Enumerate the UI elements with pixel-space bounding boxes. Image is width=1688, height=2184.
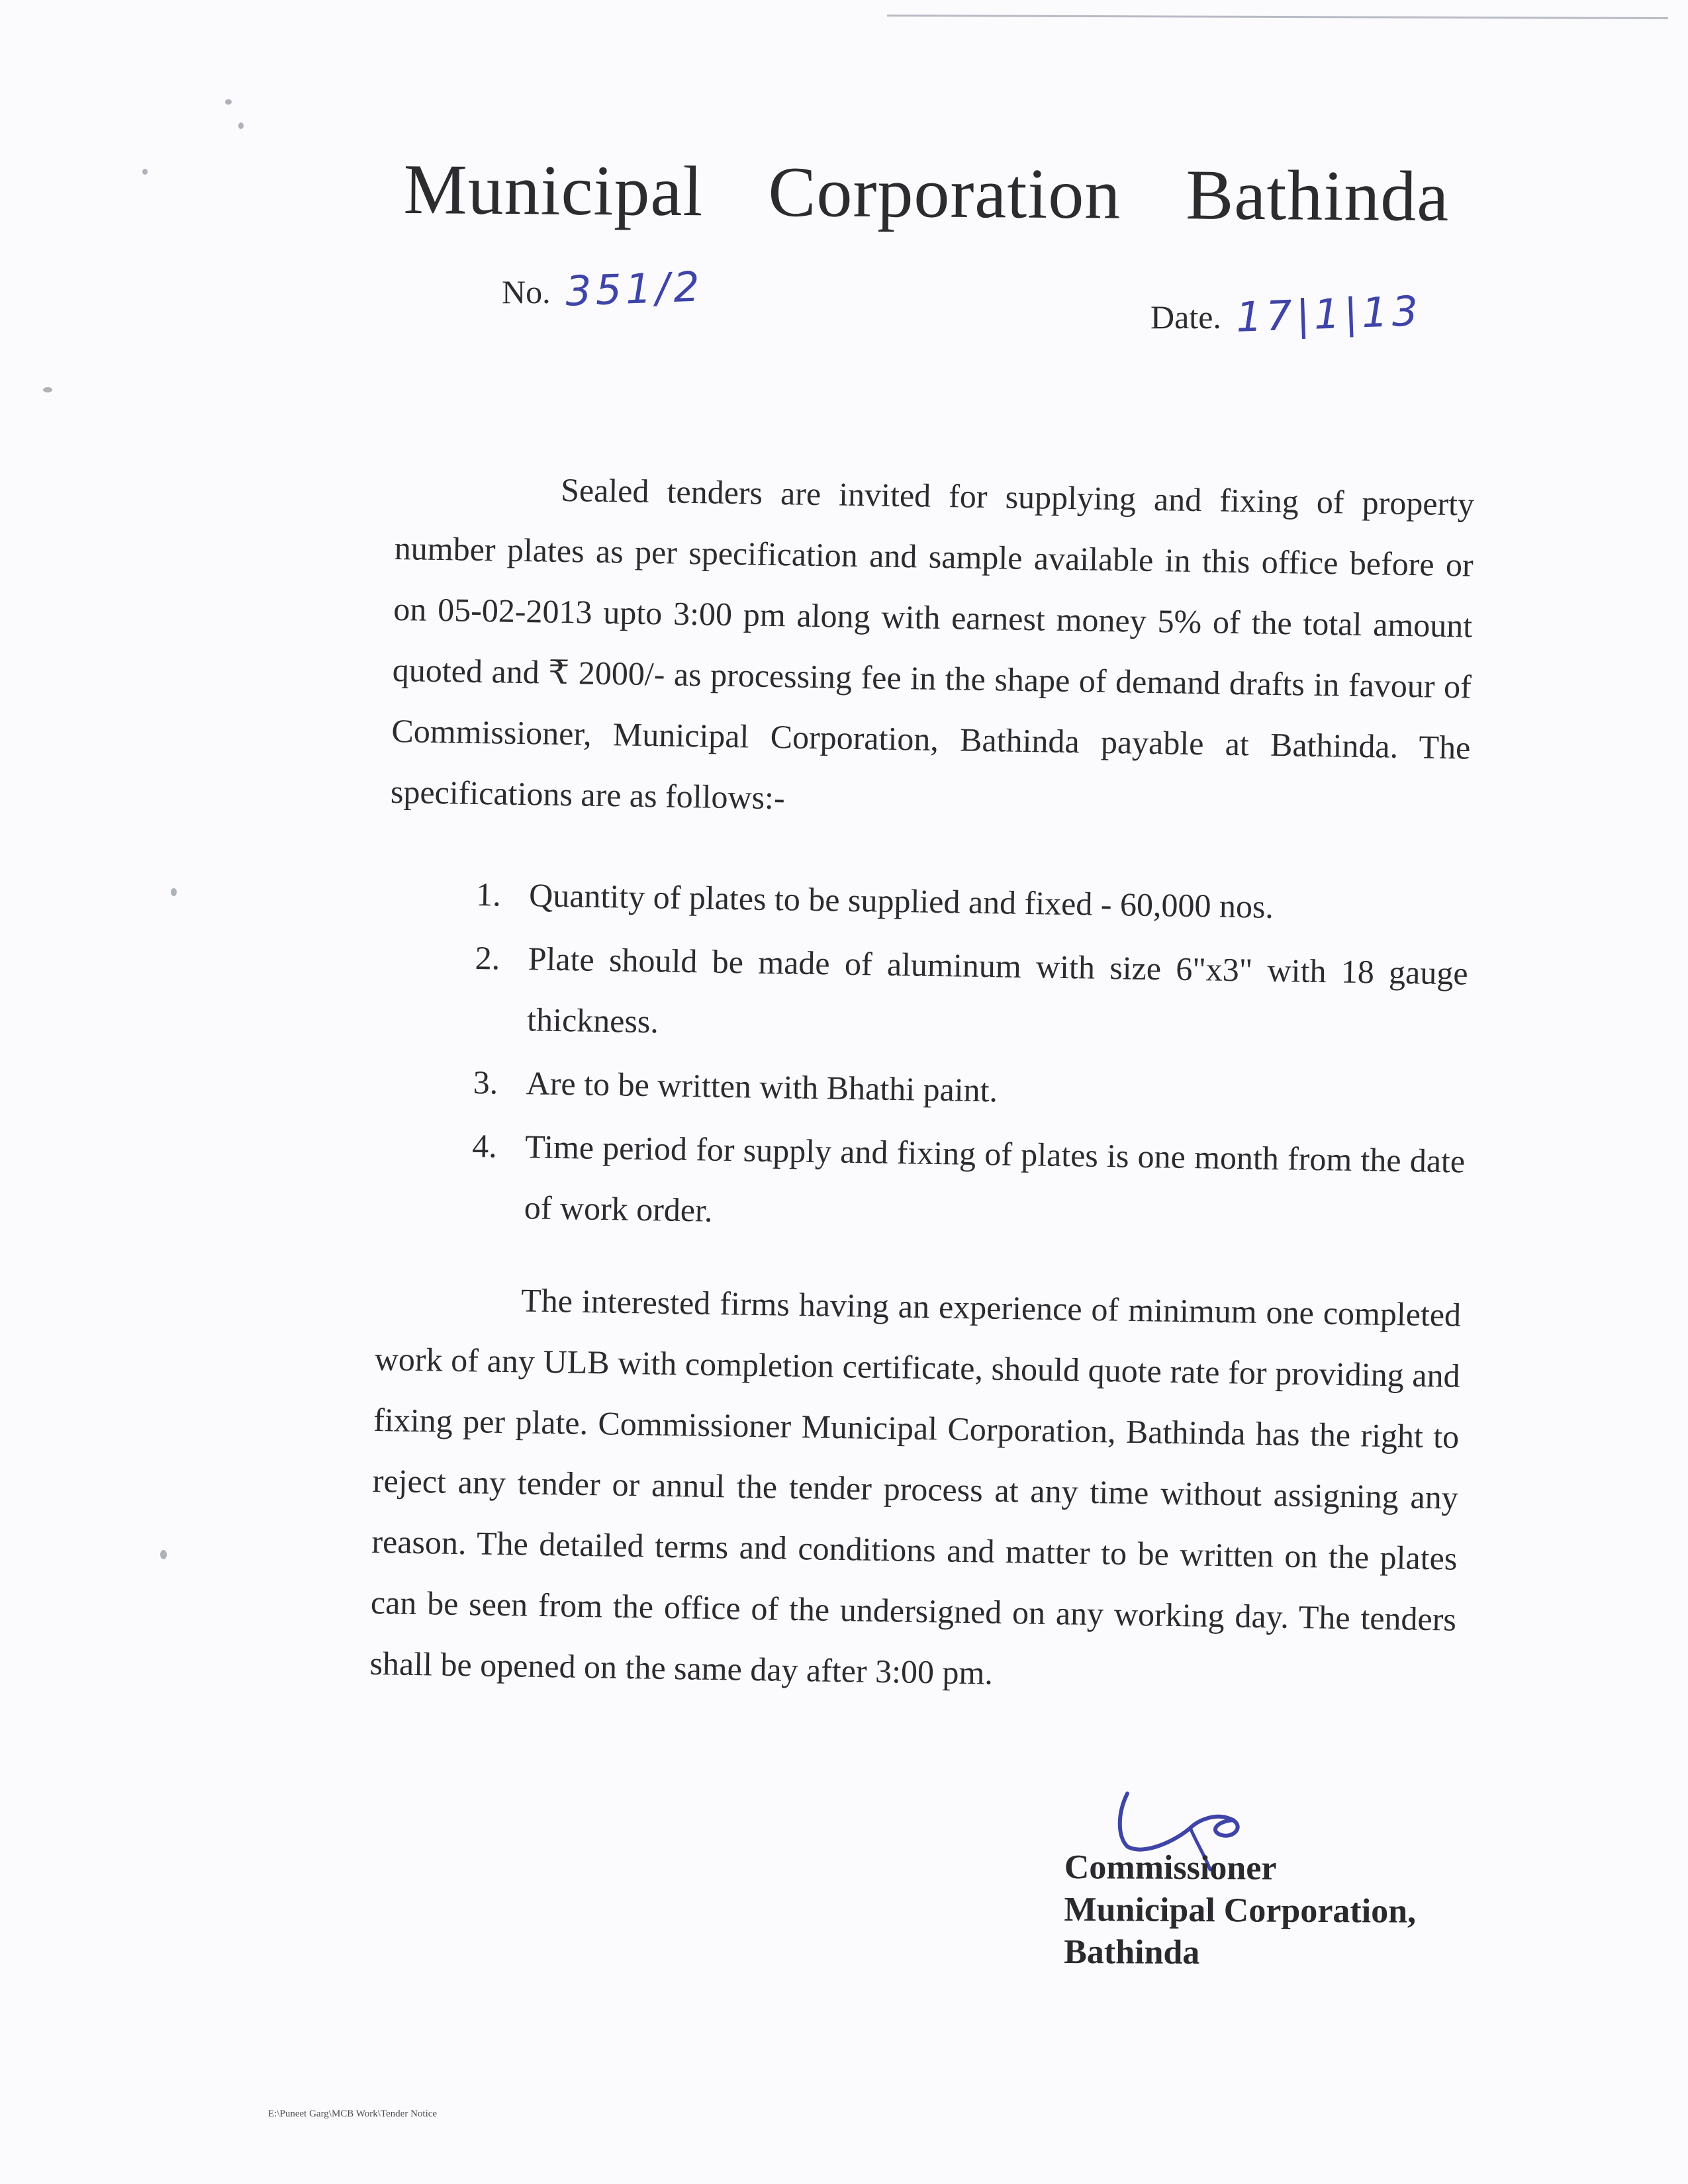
scan-speck (171, 888, 177, 896)
list-item-text: Quantity of plates to be supplied and fixed - 60,000 nos. (528, 876, 1274, 925)
list-item-number: 3. (473, 1063, 498, 1101)
list-item-text: Plate should be made of aluminum with size 6"x3" with 18 gauge thickness. (526, 940, 1469, 1040)
list-item (474, 927, 1469, 1065)
eligibility-paragraph: The interested firms having an experience of minimum one completed work of any ULB with completion certificate, should quote rate for providing and fixing per plate. Commissioner Municipal Corporation, Bathinda has the right to reject any tender or annul the tender process at any time without assigning any reason. The detailed terms and conditions and matter to be written on the plates can be seen from the office of the undersigned on any working day. The tenders shall be opened on the same day after 3:00 pm. (369, 1281, 1462, 1692)
reference-date (1150, 287, 1423, 341)
scan-speck (225, 99, 232, 105)
reference-number-label: No. (502, 273, 551, 310)
reference-date-value: 17|1|13 (1235, 287, 1423, 341)
list-item-text: Time period for supply and fixing of plates is one month from the date of work order. (524, 1128, 1466, 1229)
scan-edge-line (887, 15, 1668, 19)
file-path-footer: E:\Puneet Garg\MCB Work\Tender Notice (268, 2109, 438, 2119)
signatory-title: Commissioner (1064, 1848, 1277, 1888)
signatory-organization: Municipal Corporation, (1064, 1890, 1417, 1931)
list-item-number: 2. (475, 938, 500, 977)
signatory-block (1064, 1846, 1417, 1976)
reference-date-label: Date. (1150, 298, 1221, 336)
scan-speck (142, 169, 148, 175)
scan-speck (43, 387, 52, 392)
list-item (473, 1052, 1466, 1128)
reference-number-value: 351/2 (564, 262, 704, 316)
page-title: Municipal Corporation Bathinda (403, 150, 1450, 237)
specification-list (471, 864, 1470, 1255)
signatory-city: Bathinda (1064, 1933, 1200, 1972)
scan-speck (160, 1550, 167, 1559)
reference-number (502, 262, 704, 316)
list-item-number: 1. (475, 875, 502, 913)
scan-speck (238, 122, 244, 129)
list-item-number: 4. (471, 1126, 498, 1165)
list-item (471, 1115, 1466, 1253)
list-item-text: Are to be written with Bhathi paint. (526, 1064, 998, 1109)
list-item (476, 864, 1470, 940)
tender-intro-paragraph: Sealed tenders are invited for supplying and fixing of property number plates as per specification and sample available in this office before or on 05-02-2013 upto 3:00 pm along with earnest money 5% of the total amount quoted and ₹ 2000/- as processing fee in the shape of demand drafts in favour of Commissioner, Municipal Corporation, Bathinda payable at Bathinda. The specifications are as follows:- (390, 471, 1475, 817)
